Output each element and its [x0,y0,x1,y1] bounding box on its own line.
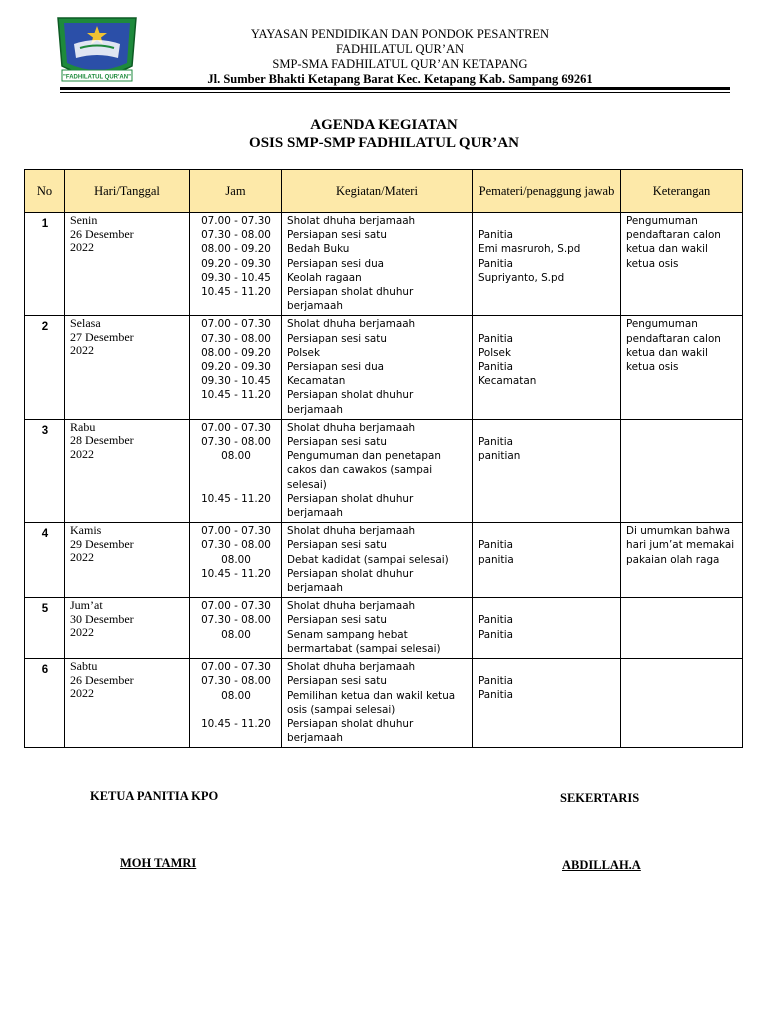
hari-line: 30 Desember [70,611,134,626]
cell-keterangan: Pengumuman pendaftaran calon ketua dan wakil ketua osis [621,213,743,316]
header-hari: Hari/Tanggal [65,170,190,213]
cell-no: 4 [25,523,65,598]
signature-left-title: KETUA PANITIA KPO [90,789,219,803]
cell-pemateri [473,598,621,659]
cell-hari-tanggal [65,659,190,748]
cell-pemateri [473,213,621,316]
pemateri-line: Kecamatan [478,375,537,388]
jam-line [195,703,277,717]
kegiatan-line: Persiapan sesi dua [287,361,385,374]
cell-keterangan [621,598,743,659]
jam-line: 08.00 - 09.20 [201,346,271,359]
hari-line: Selasa [70,316,101,331]
jam-line: 07.30 - 08.00 [201,436,271,449]
cell-pemateri [473,523,621,598]
pemateri-line: Polsek [478,346,511,359]
header-no: No [25,170,65,213]
jam-line: 09.20 - 09.30 [201,361,271,374]
header-jam: Jam [190,170,282,213]
kegiatan-line: Persiapan sholat dhuhur berjamaah [287,492,414,520]
cell-pemateri [473,316,621,419]
jam-line: 10.45 - 11.20 [201,286,271,299]
kegiatan-line: Sholat dhuha berjamaah [287,525,416,538]
kegiatan-line: Pengumuman dan penetapan cakos dan cawakos (sampai selesai) [287,450,441,491]
cell-kegiatan [282,213,473,316]
cell-keterangan [621,659,743,748]
cell-hari-tanggal [65,523,190,598]
hari-line: 2022 [70,625,94,640]
pemateri-line: Panitia [478,614,513,627]
cell-jam [190,598,282,659]
letterhead [150,27,650,87]
jam-line: 10.45 - 11.20 [201,567,271,580]
cell-jam [190,419,282,522]
jam-line: 07.00 - 07.30 [201,318,271,331]
cell-keterangan: Di umumkan bahwa hari jum’at memakai pakaian olah raga [621,523,743,598]
cell-kegiatan [282,523,473,598]
cell-no: 2 [25,316,65,419]
kegiatan-line: Persiapan sesi satu [287,614,387,627]
jam-line: 09.30 - 10.45 [201,271,271,284]
signature-left-name: MOH TAMRI [120,856,197,870]
jam-line: 08.00 [221,450,251,463]
cell-kegiatan [282,598,473,659]
kegiatan-line: Persiapan sesi dua [287,257,385,270]
pemateri-line: Panitia [478,539,513,552]
table-row [25,419,743,522]
table-header-row [25,170,743,213]
hari-line: 2022 [70,686,94,701]
hari-line: 26 Desember [70,226,134,241]
hari-line: 26 Desember [70,672,134,687]
pemateri-line: Panitia [478,332,513,345]
hari-line: Sabtu [70,659,98,674]
cell-hari-tanggal [65,419,190,522]
school-logo [52,14,142,86]
cell-jam [190,316,282,419]
cell-keterangan [621,419,743,522]
jam-line: 09.20 - 09.30 [201,257,271,270]
kegiatan-line: Persiapan sesi satu [287,539,387,552]
jam-line: 07.00 - 07.30 [201,661,271,674]
hari-line: 2022 [70,446,94,461]
pemateri-line: Panitia [478,628,513,641]
header-keterangan: Keterangan [621,170,743,213]
hari-line: 27 Desember [70,329,134,344]
pemateri-line: panitia [478,553,514,566]
hari-line: Kamis [70,523,102,538]
header-kegiatan: Kegiatan/Materi [282,170,473,213]
pemateri-line: panitian [478,450,521,463]
cell-hari-tanggal [65,598,190,659]
cell-keterangan: Pengumuman pendaftaran calon ketua dan wakil ketua osis [621,316,743,419]
cell-jam [190,213,282,316]
jam-line: 08.00 [221,553,251,566]
pemateri-line [478,317,616,331]
cell-no: 5 [25,598,65,659]
cell-jam [190,523,282,598]
document-subtitle: OSIS SMP-SMP FADHILATUL QUR’AN [249,135,519,151]
table-row [25,523,743,598]
pemateri-line: Panitia [478,689,513,702]
signature-right-title: SEKERTARIS [560,791,640,805]
kegiatan-line: Debat kadidat (sampai selesai) [287,553,449,566]
pemateri-line [478,421,616,435]
cell-no: 3 [25,419,65,522]
cell-jam [190,659,282,748]
cell-hari-tanggal [65,213,190,316]
table-body [25,213,743,748]
jam-line [195,463,277,477]
cell-kegiatan [282,316,473,419]
kegiatan-line: Persiapan sesi satu [287,436,387,449]
jam-line: 08.00 [221,628,251,641]
jam-line: 10.45 - 11.20 [201,389,271,402]
pemateri-line: Panitia [478,257,513,270]
jam-line: 07.30 - 08.00 [201,539,271,552]
pemateri-line [478,524,616,538]
document-title: AGENDA KEGIATAN [310,117,458,133]
signature-right-name: ABDILLAH.A [562,858,641,872]
jam-line: 07.30 - 08.00 [201,332,271,345]
cell-hari-tanggal [65,316,190,419]
letterhead-rule-thick [60,87,730,90]
jam-line: 07.00 - 07.30 [201,421,271,434]
jam-line: 08.00 [221,689,251,702]
pemateri-line: Panitia [478,361,513,374]
kegiatan-line: Persiapan sholat dhuhur berjamaah [287,286,414,313]
pemateri-line: Panitia [478,229,513,242]
logo-text: "FADHILATUL QUR'AN" [63,74,131,81]
kegiatan-line: Polsek [287,346,320,359]
hari-line: 2022 [70,240,94,254]
letterhead-line1: YAYASAN PENDIDIKAN DAN PONDOK PESANTREN [250,27,550,41]
kegiatan-line: Persiapan sesi satu [287,332,387,345]
hari-line: 2022 [70,550,94,565]
jam-line [195,478,277,492]
cell-kegiatan [282,659,473,748]
kegiatan-line: Kecamatan [287,375,346,388]
letterhead-line3: SMP-SMA FADHILATUL QUR’AN KETAPANG [272,57,528,71]
letterhead-address: Jl. Sumber Bhakti Ketapang Barat Kec. Ketapang Kab. Sampang 69261 [207,72,593,86]
hari-line: 29 Desember [70,536,134,551]
table-row [25,598,743,659]
cell-no: 1 [25,213,65,316]
pemateri-line [478,660,616,674]
kegiatan-line: Pemilihan ketua dan wakil ketua osis (sampai selesai) [287,689,456,716]
pemateri-line [478,599,616,613]
agenda-table [24,169,743,748]
hari-line: 2022 [70,343,94,358]
jam-line: 07.30 - 08.00 [201,675,271,688]
jam-line: 10.45 - 11.20 [201,492,271,505]
jam-line: 07.00 - 07.30 [201,600,271,613]
kegiatan-line: Sholat dhuha berjamaah [287,318,416,331]
jam-line: 07.00 - 07.30 [201,525,271,538]
table-row [25,316,743,419]
hari-line: Senin [70,213,98,227]
cell-kegiatan [282,419,473,522]
kegiatan-line: Persiapan sholat dhuhur berjamaah [287,717,414,745]
jam-line: 07.30 - 08.00 [201,229,271,242]
kegiatan-line: Persiapan sholat dhuhur berjamaah [287,567,414,595]
letterhead-rule-thin [60,92,730,93]
pemateri-line: Emi masruroh, S.pd [478,243,581,256]
letterhead-line2: FADHILATUL QUR’AN [335,42,465,56]
kegiatan-line: Senam sampang hebat bermartabat (sampai selesai) [287,628,441,655]
pemateri-line [478,214,616,228]
jam-line: 07.00 - 07.30 [201,215,271,227]
pemateri-line: Panitia [478,436,513,449]
pemateri-line: Panitia [478,675,513,688]
table-row [25,659,743,748]
kegiatan-line: Persiapan sesi satu [287,675,387,688]
jam-line: 09.30 - 10.45 [201,375,271,388]
kegiatan-line: Persiapan sesi satu [287,229,387,242]
kegiatan-line: Bedah Buku [287,243,350,256]
cell-pemateri [473,659,621,748]
cell-pemateri [473,419,621,522]
kegiatan-line: Sholat dhuha berjamaah [287,421,416,434]
hari-line: Rabu [70,419,96,434]
table-row [25,213,743,316]
cell-no: 6 [25,659,65,748]
jam-line: 08.00 - 09.20 [201,243,271,256]
hari-line: 28 Desember [70,433,134,448]
kegiatan-line: Sholat dhuha berjamaah [287,215,416,227]
kegiatan-line: Sholat dhuha berjamaah [287,661,416,674]
pemateri-line: Supriyanto, S.pd [478,271,565,284]
hari-line: Jum’at [70,598,103,613]
jam-line: 10.45 - 11.20 [201,717,271,730]
kegiatan-line: Keolah ragaan [287,271,362,284]
kegiatan-line: Persiapan sholat dhuhur berjamaah [287,389,414,416]
kegiatan-line: Sholat dhuha berjamaah [287,600,416,613]
jam-line: 07.30 - 08.00 [201,614,271,627]
header-pemateri: Pemateri/penaggung jawab [473,170,621,213]
